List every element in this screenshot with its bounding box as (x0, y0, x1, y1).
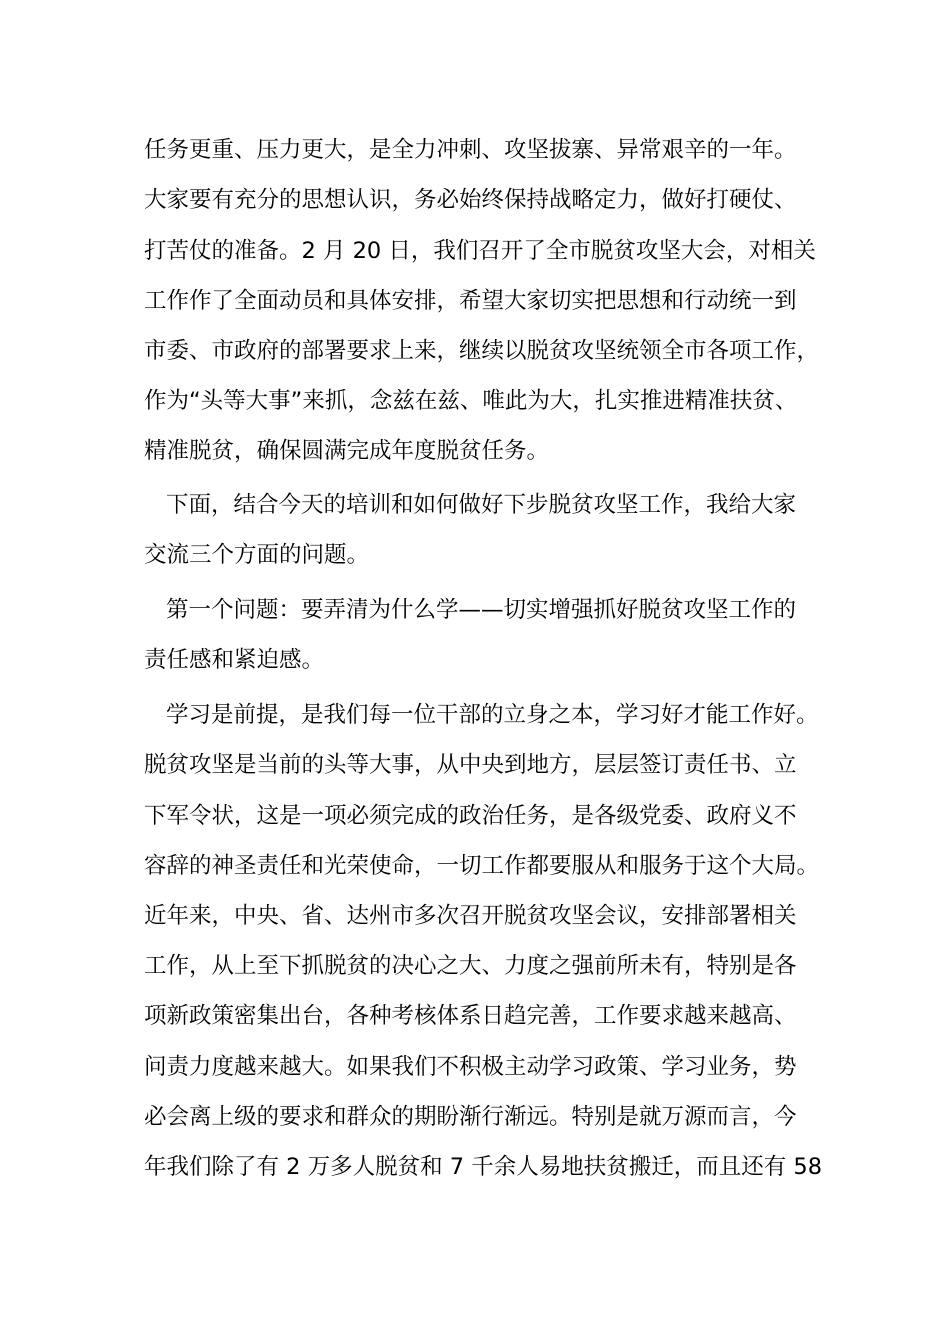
text-line: 交流三个方面的问题。 (144, 542, 370, 568)
text-line: 项新政策密集出台，各种考核体系日趋完善，工作要求越来越高、 (144, 1003, 797, 1029)
text-line: 下军令状，这是一项必须完成的政治任务，是各级党委、政府义不 (144, 803, 797, 829)
text-line: 责任感和紧迫感。 (144, 647, 325, 673)
text-line: 问责力度越来越大。如果我们不积极主动学习政策、学习业务，势 (144, 1054, 797, 1080)
text-line: 下面，结合今天的培训和如何做好下步脱贫攻坚工作，我给大家 (166, 492, 797, 518)
text-line: 任务更重、压力更大，是全力冲刺、攻坚拔寨、异常艰辛的一年。 (144, 137, 797, 163)
text-line: 脱贫攻坚是当前的头等大事，从中央到地方，层层签订责任书、立 (144, 752, 797, 778)
text-line: 工作，从上至下抓脱贫的决心之大、力度之强前所未有，特别是各 (144, 953, 797, 979)
text-line: 必会离上级的要求和群众的期盼渐行渐远。特别是就万源而言，今 (144, 1104, 797, 1130)
text-line: 年我们除了有 2 万多人脱贫和 7 千余人易地扶贫搬迁，而且还有 58 (144, 1154, 823, 1180)
text-line: 学习是前提，是我们每一位干部的立身之本，学习好才能工作好。 (166, 702, 819, 728)
text-line: 容辞的神圣责任和光荣使命，一切工作都要服从和服务于这个大局。 (144, 853, 820, 879)
text-line: 作为“头等大事”来抓，念兹在兹、唯此为大，扎实推进精准扶贫、 (144, 388, 798, 414)
text-line: 打苦仗的准备。2 月 20 日，我们召开了全市脱贫攻坚大会，对相关 (144, 238, 816, 264)
text-line: 工作作了全面动员和具体安排，希望大家切实把思想和行动统一到 (144, 288, 797, 314)
text-line: 近年来，中央、省、达州市多次召开脱贫攻坚会议，安排部署相关 (144, 903, 797, 929)
text-line: 精准脱贫，确保圆满完成年度脱贫任务。 (144, 438, 550, 464)
text-line: 第一个问题：要弄清为什么学——切实增强抓好脱贫攻坚工作的 (166, 597, 797, 623)
text-line: 市委、市政府的部署要求上来，继续以脱贫攻坚统领全市各项工作， (144, 338, 820, 364)
text-line: 大家要有充分的思想认识，务必始终保持战略定力，做好打硬仗、 (144, 187, 797, 213)
